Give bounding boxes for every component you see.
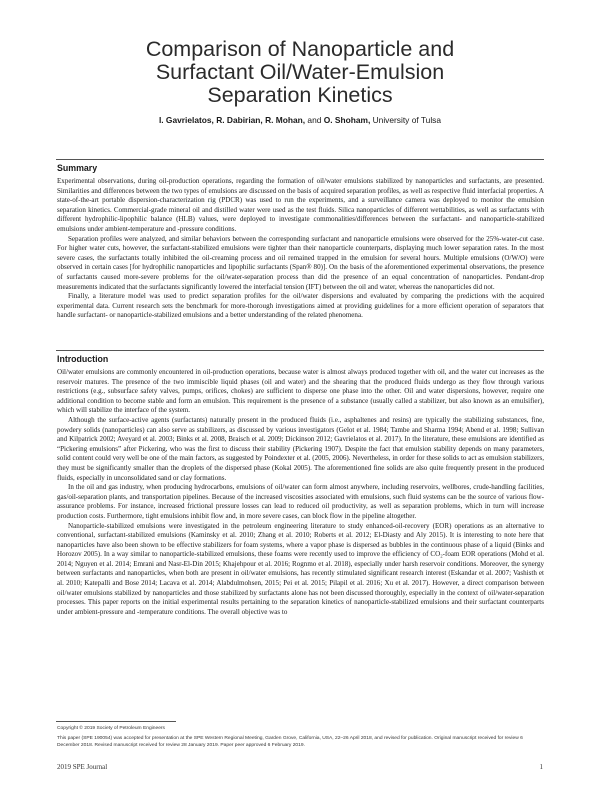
summary-body <box>57 177 544 321</box>
summary-heading: Summary <box>57 163 98 173</box>
summary-paragraph-3: Finally, a literature model was used to predict separation profiles for the oil/water dispersions and evaluated by comparing the predictions with the acquired experimental data. Current research sets the benchmark for more-thorough investigations aimed at providing guidelines for a more efficient operation of separators that handle surfactant- or nanoparticle-stabilized emulsions and a better understanding of the related phenomena. <box>57 292 544 320</box>
author-last: O. Shoham, <box>323 115 371 125</box>
author-line <box>0 115 600 125</box>
introduction-rule <box>56 350 544 351</box>
title-line-1: Comparison of Nanoparticle and <box>145 37 455 61</box>
footnote-rule <box>56 721 176 722</box>
footnotes <box>57 725 544 749</box>
journal-footer: 2019 SPE Journal <box>57 763 108 771</box>
page-number: 1 <box>539 763 543 771</box>
introduction-paragraph-4: Nanoparticle-stabilized emulsions were investigated in the petroleum engineering literature to study enhanced-oil-recovery (EOR) operations as an alternative to conventional, surfactant-stabilized emulsions (Kaminsky et al. 2010; Zhang et al. 2010; Roberts et al. 2012; El-Diasty and Aly 2015). It is interesting to note here that nanoparticles have also been shown to be effective stabilizers for foam systems, where a vapor phase is dispersed as bubbles in the continuous phase of a liquid (Binks and Horozov 2005). In a way similar to nanoparticle-stabilized emulsions, these foams were recently used to improve the efficiency of CO₂-foam EOR operations (Mohd et al. 2014; Nguyen et al. 2014; Emrani and Nasr-El-Din 2015; Khajehpour et al. 2016; Rognmo et al. 2018), especially under harsh reservoir conditions. Moreover, the synergy between surfactants and nanoparticles, when both are present in oil/water emulsions, has recently stimulated significant research interest (Eskandar et al. 2007; Vashisth et al. 2010; Katepalli and Bose 2014; Lacava et al. 2014; Alabdulmohsen, 2015; Pei et al. 2015; Pilapil et al. 2016; Xu et al. 2017). However, a direct comparison between oil/water emulsions stabilized by nanoparticles and those stabilized by surfactants alone has not been discussed thoroughly, especially in the context of oil/water-separation processes. This paper reports on the initial experimental results pertaining to the separation kinetics of nanoparticle-stabilized emulsions and their surfactant counterparts under ambient-pressure and -temperature conditions. The overall objective was to <box>57 521 544 616</box>
summary-paragraph-2: Separation profiles were analyzed, and similar behaviors between the corresponding surfactant and nanoparticle emulsions were observed for the 25%-water-cut case. For higher water cuts, however, the surfactant-stabilized emulsions were tighter than their nanoparticle counterparts, displaying much lower separation rates. In the most severe cases, the surfactants totally inhibited the oil-creaming process and oil remained trapped in the emulsion for several hours. Multiple emulsions (O/W/O) were observed in certain cases [for hydrophilic nanoparticles and lipophilic surfactants (Span® 80)]. On the basis of the aforementioned experimental observations, the presence of surfactants caused more-severe problems for the oil/water-separation process than did the presence of an equal concentration of nanoparticles. Pendant-drop measurements indicated that the surfactants significantly lowered the interfacial tension (IFT) between the oil and water, whereas the nanoparticles did not. <box>57 234 544 291</box>
title-line-2: Surfactant Oil/Water-Emulsion <box>155 60 445 84</box>
introduction-paragraph-1: Oil/water emulsions are commonly encountered in oil-production operations, because water is almost always produced together with oil, and the water cut increases as the reservoir matures. The presence of the two immiscible liquid phases (oil and water) and the shearing that the produced fluids undergo as they flow through various restrictions (e.g., subsurface safety valves, pumps, orifices, chokes) are sufficient to disperse one phase into the other. Oil and water dispersions, however, require one additional condition to become stable and form an emulsion. This requirement is the presence of a substance (usually called a stabilizer, but also known as an emulsifier), which will stabilize the interface of the system. <box>57 368 544 415</box>
title-line-3: Separation Kinetics <box>207 83 393 107</box>
author-affiliation: University of Tulsa <box>370 115 442 125</box>
author-names: I. Gavrielatos, R. Dabirian, R. Mohan, <box>158 115 306 125</box>
introduction-paragraph-2: Although the surface-active agents (surfactants) naturally present in the produced fluids (i.e., asphaltenes and resins) are typically the stabilizing substances, fine, powdery solids (nanoparticles) can also serve as stabilizers, as discussed by various investigators (Gelot et al. 1984; Tambe and Sharma 1994; Abend et al. 1998; Sullivan and Kilpatrick 2002; Aveyard et al. 2003; Binks et al. 2008, Braisch et al. 2009; Dickinson 2012; Gavrielatos et al. 2017). In the literature, these emulsions are identified as “Pickering emulsions” after Pickering, who was the first to discuss their stability (Pickering 1907). Despite the fact that emulsion stability depends on many parameters, solid content could very well be one of the main factors, as suggested by Poindexter et al. (2005, 2006). Nevertheless, in order for these solids to act as emulsion stabilizers, they must be significantly smaller than the droplets of the dispersed phase (Kokal 2005). The aforementioned fine solids are also quite frequently present in the produced fluids, especially in unconsolidated sand or clay formations. <box>57 415 544 482</box>
introduction-body <box>57 368 544 617</box>
introduction-paragraph-3: In the oil and gas industry, when producing hydrocarbons, emulsions of oil/water can form almost anywhere, including reservoirs, wellbores, crude-handling facilities, gas/oil-separation plants, and transportation pipelines. Because of the increased viscosities associated with emulsions, such fluid systems can be the source of various flow-assurance problems. For instance, increased frictional pressure losses can lead to reduced oil productivity, as well as separation problems, which in turn will increase production costs. Furthermore, tight emulsions inhibit flow and, in more severe cases, can block flow in the pipeline altogether. <box>57 483 544 520</box>
paper-history-note: This paper (SPE 190054) was accepted for presentation at the SPE Western Regional Meeting, Garden Grove, California, USA, 22–26 April 2018, and revised for publication. Original manuscript received for review 6 December 2018. Revised manuscript received for review 28 January 2019. Paper peer approved 6 February 2019. <box>57 736 523 748</box>
author-conjunction: and <box>305 115 324 125</box>
copyright-note: Copyright © 2019 Society of Petroleum Engineers <box>57 726 165 731</box>
summary-rule <box>56 159 544 160</box>
paper-title <box>0 38 600 107</box>
introduction-heading: Introduction <box>57 354 109 364</box>
summary-paragraph-1: Experimental observations, during oil-production operations, regarding the formation of oil/water emulsions stabilized by nanoparticles and surfactants, are presented. Similarities and differences between the two types of emulsions are discussed on the basis of acquired separation profiles, as well as respective fluid interfacial properties. A state-of-the-art portable dispersion-characterization rig (PDCR) was used to run the experiments, and a surveillance camera was deployed to monitor the emulsion separation kinetics. Commercial-grade mineral oil and distilled water were used as the test fluids. Silica nanoparticles of different wettabilities, as well as surfactants with different hydrophilic-lipophilic balance (HLB) values, were deployed to investigate commonalities/differences between the surfactant- and nanoparticle-stabilized emulsions under ambient-temperature and -pressure conditions. <box>57 177 544 233</box>
